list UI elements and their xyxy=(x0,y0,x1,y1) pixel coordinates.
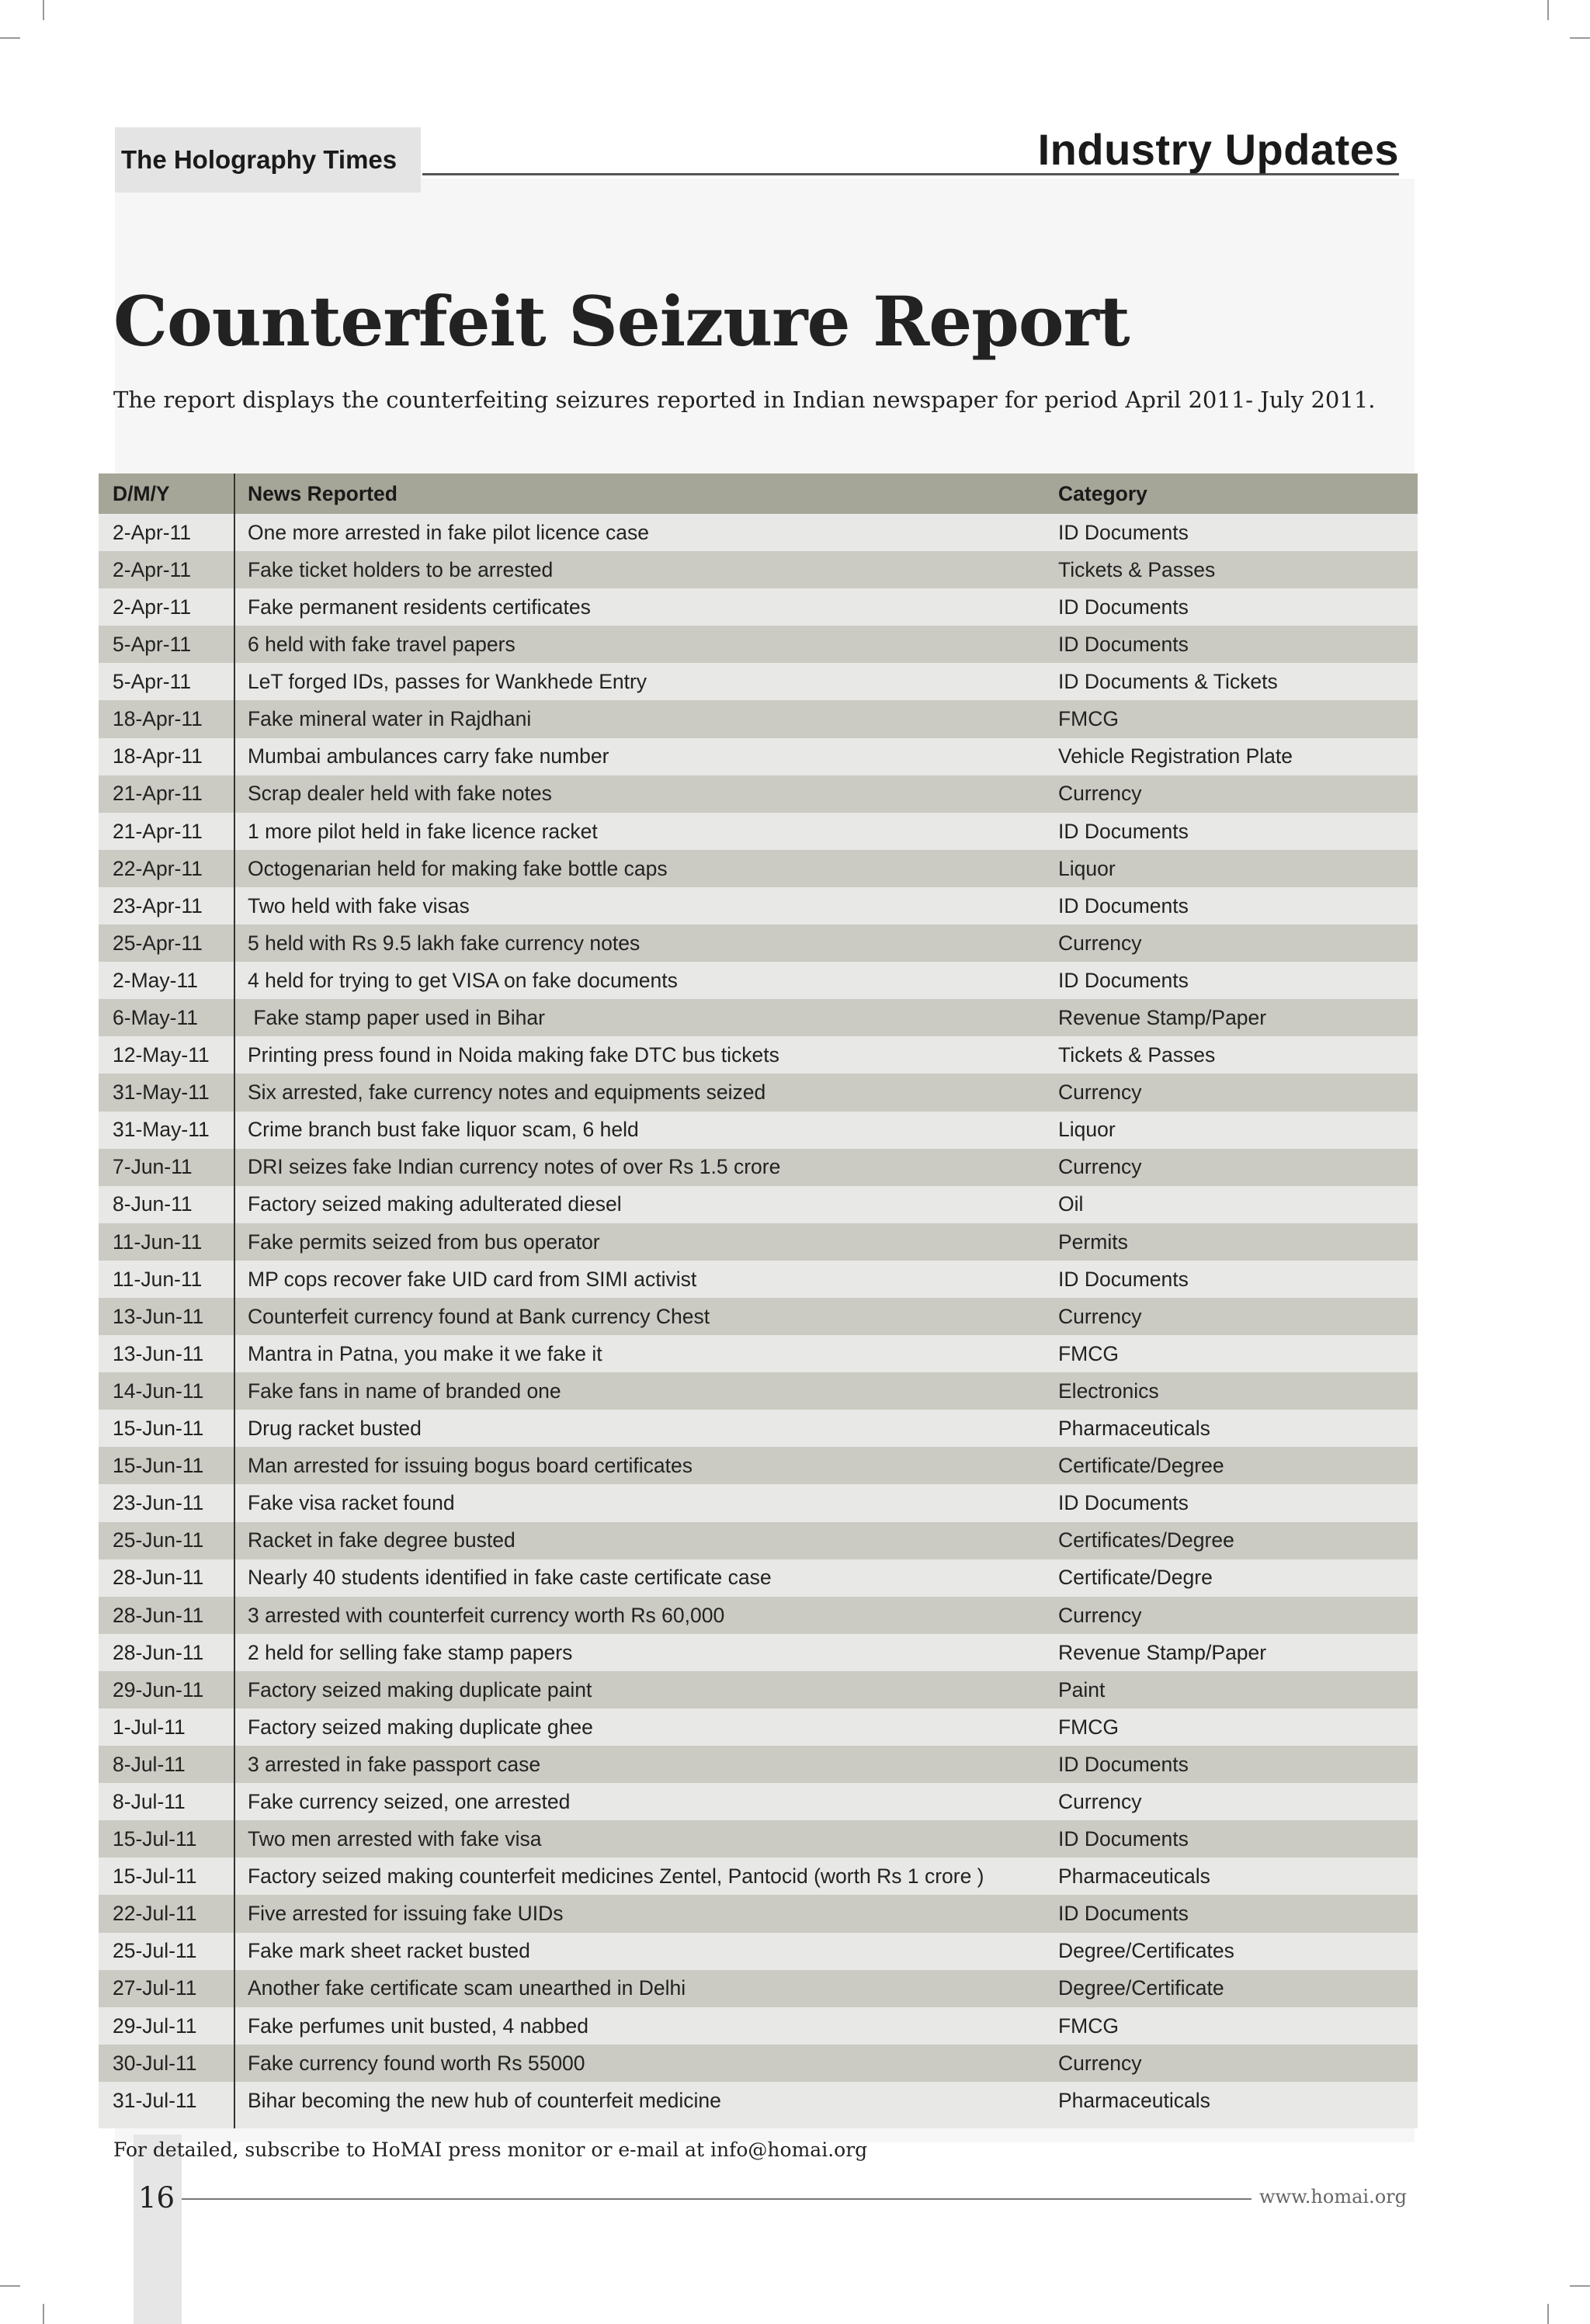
table-row xyxy=(99,1820,1418,1857)
table-row xyxy=(99,2007,1418,2045)
cell-news: 4 held for trying to get VISA on fake documents xyxy=(248,968,678,992)
cell-category: Liquor xyxy=(1058,1118,1116,1142)
website-url: www.homai.org xyxy=(1259,2186,1407,2208)
cell-news: 6 held with fake travel papers xyxy=(248,633,516,657)
cell-date: 7-Jun-11 xyxy=(113,1155,193,1179)
crop-mark xyxy=(0,2285,20,2287)
table-row xyxy=(99,1484,1418,1521)
table-row xyxy=(99,1559,1418,1597)
table-row xyxy=(99,2045,1418,2082)
cell-news: Fake permanent residents certificates xyxy=(248,595,591,619)
crop-mark xyxy=(1547,0,1549,20)
cell-date: 28-Jun-11 xyxy=(113,1603,204,1627)
table-row xyxy=(99,1857,1418,1895)
table-row xyxy=(99,999,1418,1036)
cell-date: 28-Jun-11 xyxy=(113,1640,204,1664)
cell-category: ID Documents xyxy=(1058,1752,1189,1776)
cell-date: 25-Jun-11 xyxy=(113,1528,204,1552)
cell-category: FMCG xyxy=(1058,1341,1120,1365)
cell-category: ID Documents xyxy=(1058,1491,1189,1515)
cell-category: FMCG xyxy=(1058,2014,1120,2038)
cell-news: Mantra in Patna, you make it we fake it xyxy=(248,1341,602,1365)
table-row xyxy=(99,514,1418,551)
cell-date: 23-Jun-11 xyxy=(113,1491,204,1515)
cell-category: Currency xyxy=(1058,931,1142,955)
section-title: Industry Updates xyxy=(1037,125,1399,174)
cell-date: 2-May-11 xyxy=(113,968,198,992)
cell-news: Fake currency seized, one arrested xyxy=(248,1789,571,1813)
cell-date: 27-Jul-11 xyxy=(113,1976,197,2000)
cell-category: Paint xyxy=(1058,1677,1106,1701)
cell-date: 15-Jun-11 xyxy=(113,1417,204,1441)
cell-news: 3 arrested in fake passport case xyxy=(248,1752,541,1776)
cell-category: Permits xyxy=(1058,1230,1128,1254)
cell-date: 21-Apr-11 xyxy=(113,782,203,806)
cell-news: Fake visa racket found xyxy=(248,1491,455,1515)
footnote: For detailed, subscribe to HoMAI press monitor or e-mail at info@homai.org xyxy=(113,2138,868,2161)
table-row xyxy=(99,1522,1418,1559)
report-title: Counterfeit Seizure Report xyxy=(113,281,1130,362)
table-row xyxy=(99,588,1418,626)
table-row xyxy=(99,1335,1418,1372)
cell-news: Factory seized making duplicate paint xyxy=(248,1677,592,1701)
cell-category: Pharmaceuticals xyxy=(1058,1864,1210,1889)
crop-mark xyxy=(43,2304,44,2324)
table-row xyxy=(99,887,1418,924)
crop-mark xyxy=(1547,2304,1549,2324)
cell-category: Vehicle Registration Plate xyxy=(1058,744,1293,768)
cell-news: Another fake certificate scam unearthed in Delhi xyxy=(248,1976,686,2000)
table-row xyxy=(99,1634,1418,1671)
cell-date: 29-Jul-11 xyxy=(113,2014,197,2038)
cell-date: 11-Jun-11 xyxy=(113,1230,203,1254)
cell-category: Electronics xyxy=(1058,1379,1159,1403)
table-row xyxy=(99,551,1418,588)
table-header-row xyxy=(99,473,1418,514)
publication-label: The Holography Times xyxy=(121,145,398,174)
cell-category: ID Documents xyxy=(1058,893,1189,917)
table-row xyxy=(99,962,1418,999)
table-row xyxy=(99,1112,1418,1149)
crop-mark xyxy=(1570,2285,1590,2287)
cell-date: 2-Apr-11 xyxy=(113,520,192,544)
table-row xyxy=(99,1895,1418,1932)
cell-category: Currency xyxy=(1058,782,1142,806)
table-row xyxy=(99,1970,1418,2007)
cell-news: One more arrested in fake pilot licence case xyxy=(248,520,650,544)
cell-news: 1 more pilot held in fake licence racket xyxy=(248,819,598,843)
cell-category: Currency xyxy=(1058,1603,1142,1627)
cell-date: 1-Jul-11 xyxy=(113,1715,186,1739)
cell-category: Revenue Stamp/Paper xyxy=(1058,1006,1267,1030)
cell-news: 3 arrested with counterfeit currency worth Rs 60,000 xyxy=(248,1603,725,1627)
cell-news: 2 held for selling fake stamp papers xyxy=(248,1640,573,1664)
cell-category: Tickets & Passes xyxy=(1058,1043,1216,1067)
table-row xyxy=(99,1597,1418,1634)
cell-date: 12-May-11 xyxy=(113,1043,210,1067)
table-row xyxy=(99,1372,1418,1410)
table-row xyxy=(99,1410,1418,1447)
table-row xyxy=(99,1074,1418,1111)
cell-category: Pharmaceuticals xyxy=(1058,2088,1210,2112)
cell-category: Currency xyxy=(1058,2051,1142,2075)
cell-news: Fake stamp paper used in Bihar xyxy=(248,1006,545,1030)
cell-news: Two held with fake visas xyxy=(248,893,470,917)
cell-date: 13-Jun-11 xyxy=(113,1341,204,1365)
table-row xyxy=(99,1783,1418,1820)
cell-date: 22-Jul-11 xyxy=(113,1902,197,1926)
cell-category: ID Documents xyxy=(1058,1267,1189,1291)
cell-date: 21-Apr-11 xyxy=(113,819,203,843)
cell-news: Factory seized making adulterated diesel xyxy=(248,1192,622,1216)
cell-date: 15-Jun-11 xyxy=(113,1454,204,1478)
cell-news: Fake currency found worth Rs 55000 xyxy=(248,2051,585,2075)
cell-category: ID Documents xyxy=(1058,1827,1189,1851)
cell-category: Currency xyxy=(1058,1080,1142,1105)
cell-date: 6-May-11 xyxy=(113,1006,198,1030)
cell-date: 28-Jun-11 xyxy=(113,1566,204,1590)
publication-name xyxy=(115,127,421,193)
cell-date: 2-Apr-11 xyxy=(113,595,192,619)
table-row xyxy=(99,1447,1418,1484)
table-row xyxy=(99,1933,1418,1970)
cell-date: 2-Apr-11 xyxy=(113,557,192,581)
cell-category: ID Documents xyxy=(1058,819,1189,843)
cell-category: Liquor xyxy=(1058,856,1116,880)
cell-category: Currency xyxy=(1058,1304,1142,1328)
column-divider xyxy=(234,473,235,2128)
cell-news: Octogenarian held for making fake bottle caps xyxy=(248,856,668,880)
cell-category: ID Documents xyxy=(1058,968,1189,992)
table-body xyxy=(99,514,1418,2119)
cell-category: Degree/Certificate xyxy=(1058,1976,1224,2000)
cell-category: ID Documents & Tickets xyxy=(1058,670,1278,694)
column-header-date: D/M/Y xyxy=(113,481,170,505)
cell-date: 15-Jul-11 xyxy=(113,1864,197,1889)
cell-category: Currency xyxy=(1058,1789,1142,1813)
cell-date: 23-Apr-11 xyxy=(113,893,203,917)
cell-category: Certificates/Degree xyxy=(1058,1528,1234,1552)
cell-date: 14-Jun-11 xyxy=(113,1379,204,1403)
table-row xyxy=(99,1186,1418,1223)
cell-category: Degree/Certificates xyxy=(1058,1939,1234,1963)
table-row xyxy=(99,813,1418,850)
table-row xyxy=(99,1149,1418,1186)
cell-news: Fake fans in name of branded one xyxy=(248,1379,561,1403)
cell-date: 8-Jun-11 xyxy=(113,1192,193,1216)
cell-date: 29-Jun-11 xyxy=(113,1677,204,1701)
table-row xyxy=(99,1223,1418,1261)
cell-news: Scrap dealer held with fake notes xyxy=(248,782,552,806)
table-row xyxy=(99,738,1418,775)
cell-category: Currency xyxy=(1058,1155,1142,1179)
cell-news: Fake mineral water in Rajdhani xyxy=(248,707,532,731)
cell-category: ID Documents xyxy=(1058,595,1189,619)
page-margin-strip xyxy=(134,2135,182,2324)
cell-date: 30-Jul-11 xyxy=(113,2051,197,2075)
cell-news: Printing press found in Noida making fake DTC bus tickets xyxy=(248,1043,779,1067)
cell-news: Fake perfumes unit busted, 4 nabbed xyxy=(248,2014,589,2038)
cell-news: Five arrested for issuing fake UIDs xyxy=(248,1902,564,1926)
cell-news: Crime branch bust fake liquor scam, 6 held xyxy=(248,1118,639,1142)
cell-news: DRI seizes fake Indian currency notes of over Rs 1.5 crore xyxy=(248,1155,781,1179)
cell-date: 5-Apr-11 xyxy=(113,670,192,694)
cell-news: Fake ticket holders to be arrested xyxy=(248,557,554,581)
page-number: 16 xyxy=(138,2181,175,2215)
cell-news: Six arrested, fake currency notes and equipments seized xyxy=(248,1080,766,1105)
cell-news: Two men arrested with fake visa xyxy=(248,1827,542,1851)
column-header-category: Category xyxy=(1058,481,1147,505)
table-row xyxy=(99,775,1418,813)
cell-date: 8-Jul-11 xyxy=(113,1752,186,1776)
table-row xyxy=(99,1261,1418,1298)
table-row xyxy=(99,1036,1418,1074)
cell-date: 31-Jul-11 xyxy=(113,2088,197,2112)
crop-mark xyxy=(1570,37,1590,39)
cell-category: Certificate/Degre xyxy=(1058,1566,1213,1590)
table-row xyxy=(99,850,1418,887)
cell-news: Drug racket busted xyxy=(248,1417,422,1441)
table-row xyxy=(99,1298,1418,1335)
cell-news: Factory seized making duplicate ghee xyxy=(248,1715,593,1739)
table-row xyxy=(99,1671,1418,1708)
cell-category: Certificate/Degree xyxy=(1058,1454,1224,1478)
cell-news: Fake permits seized from bus operator xyxy=(248,1230,600,1254)
cell-category: FMCG xyxy=(1058,707,1120,731)
cell-category: ID Documents xyxy=(1058,633,1189,657)
cell-date: 18-Apr-11 xyxy=(113,707,203,731)
crop-mark xyxy=(43,0,44,20)
column-header-news: News Reported xyxy=(248,481,398,505)
cell-category: ID Documents xyxy=(1058,520,1189,544)
cell-news: Factory seized making counterfeit medicines Zentel, Pantocid (worth Rs 1 crore ) xyxy=(248,1864,984,1889)
seizure-table xyxy=(99,473,1418,2119)
table-row xyxy=(99,700,1418,737)
footer-rule xyxy=(182,2198,1252,2200)
cell-date: 22-Apr-11 xyxy=(113,856,203,880)
table-row xyxy=(99,2082,1418,2119)
cell-date: 25-Jul-11 xyxy=(113,1939,197,1963)
cell-category: Tickets & Passes xyxy=(1058,557,1216,581)
cell-news: Fake mark sheet racket busted xyxy=(248,1939,530,1963)
cell-date: 31-May-11 xyxy=(113,1118,210,1142)
report-subtitle: The report displays the counterfeiting seizures reported in Indian newspaper for period April 2011- July 2011. xyxy=(113,387,1376,413)
cell-category: Pharmaceuticals xyxy=(1058,1417,1210,1441)
cell-date: 18-Apr-11 xyxy=(113,744,203,768)
table-row xyxy=(99,1746,1418,1783)
cell-category: Oil xyxy=(1058,1192,1084,1216)
cell-date: 25-Apr-11 xyxy=(113,931,203,955)
cell-category: FMCG xyxy=(1058,1715,1120,1739)
cell-news: Counterfeit currency found at Bank currency Chest xyxy=(248,1304,710,1328)
cell-news: MP cops recover fake UID card from SIMI activist xyxy=(248,1267,697,1291)
cell-date: 8-Jul-11 xyxy=(113,1789,186,1813)
table-row xyxy=(99,1708,1418,1746)
cell-news: Racket in fake degree busted xyxy=(248,1528,516,1552)
cell-news: Bihar becoming the new hub of counterfeit medicine xyxy=(248,2088,721,2112)
cell-news: Mumbai ambulances carry fake number xyxy=(248,744,609,768)
table-row xyxy=(99,924,1418,962)
table-row xyxy=(99,626,1418,663)
cell-date: 15-Jul-11 xyxy=(113,1827,197,1851)
seizure-table-grid xyxy=(99,473,1418,2119)
cell-date: 11-Jun-11 xyxy=(113,1267,203,1291)
cell-date: 5-Apr-11 xyxy=(113,633,192,657)
cell-date: 31-May-11 xyxy=(113,1080,210,1105)
cell-category: ID Documents xyxy=(1058,1902,1189,1926)
table-row xyxy=(99,663,1418,700)
cell-date: 13-Jun-11 xyxy=(113,1304,204,1328)
cell-news: 5 held with Rs 9.5 lakh fake currency notes xyxy=(248,931,641,955)
cell-news: Man arrested for issuing bogus board certificates xyxy=(248,1454,693,1478)
cell-category: Revenue Stamp/Paper xyxy=(1058,1640,1267,1664)
cell-news: Nearly 40 students identified in fake caste certificate case xyxy=(248,1566,772,1590)
crop-mark xyxy=(0,37,20,39)
cell-news: LeT forged IDs, passes for Wankhede Entry xyxy=(248,670,647,694)
